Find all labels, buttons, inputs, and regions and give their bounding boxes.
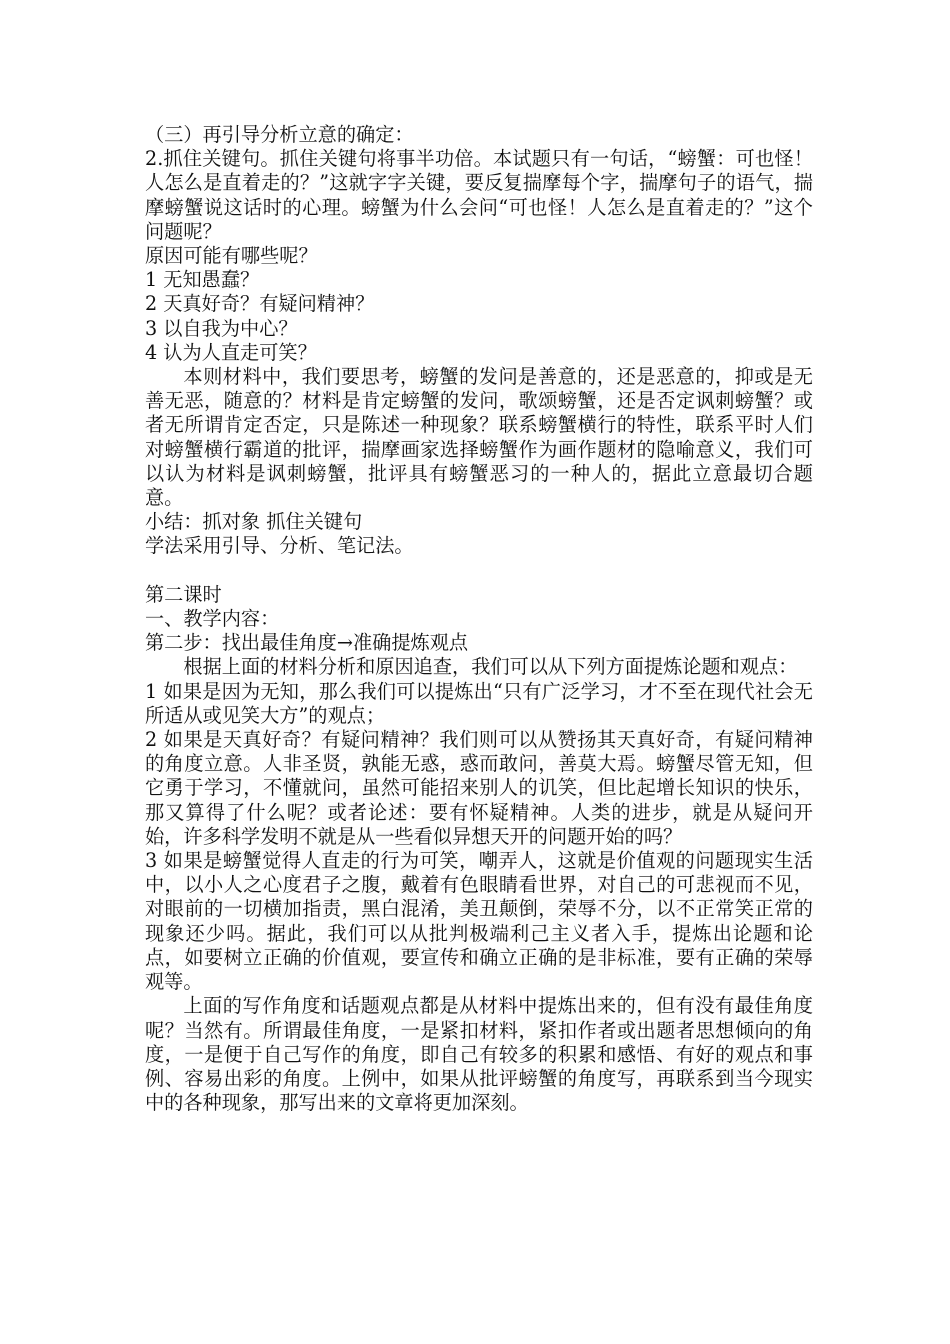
point-paragraph-3: 3 如果是螃蟹觉得人直走的行为可笑，嘲弄人，这就是价值观的问题现实生活中，以小人之心度君子之腹，戴着有色眼睛看世界，对自己的可悲视而不见，对眼前的一切横加指责，黑白混淆，美丑颠倒，荣辱不分，以不正常笑正常的现象还少吗。据此，我们可以从批判极端利己主义者入手，提炼出论题和论点，如要树立正确的价值观，要宣传和确立正确的是非标准，要有正确的荣辱观等。 [145, 849, 813, 994]
point-paragraph-1: 1 如果是因为无知，那么我们可以提炼出“只有广泛学习，才不至在现代社会无所适从或见笑大方”的观点； [145, 679, 813, 727]
document-page [145, 123, 813, 1115]
analysis-paragraph: 本则材料中，我们要思考，螃蟹的发问是善意的，还是恶意的，抑或是无善无恶，随意的？材料是肯定螃蟹的发问，歌颂螃蟹，还是否定讽刺螃蟹？或者无所谓肯定否定，只是陈述一种现象？联系螃蟹横行的特性，联系平时人们对螃蟹横行霸道的批评，揣摩画家选择螃蟹作为画作题材的隐喻意义，我们可以认为材料是讽刺螃蟹，批评具有螃蟹恶习的一种人的，据此立意最切合题意。 [145, 365, 813, 510]
intro-paragraph: 根据上面的材料分析和原因追查，我们可以从下列方面提炼论题和观点： [183, 655, 798, 679]
conclusion-paragraph: 上面的写作角度和话题观点都是从材料中提炼出来的，但有没有最佳角度呢？当然有。所谓最佳角度，一是紧扣材料，紧扣作者或出题者思想倾向的角度，一是便于自己写作的角度，即自己有较多的积累和感悟、有好的观点和事例、容易出彩的角度。上例中，如果从批评螃蟹的角度写，再联系到当今现实中的各种现象，那写出来的文章将更加深刻。 [145, 994, 813, 1115]
reason-item: 3 以自我为中心？ [145, 316, 298, 340]
reason-item: 4 认为人直走可笑？ [145, 340, 317, 364]
section-立意分析 [145, 123, 813, 559]
method-line: 学法采用引导、分析、笔记法。 [145, 534, 414, 558]
section-second-lesson [145, 583, 813, 1115]
blank-line [145, 559, 813, 583]
summary-line: 小结：抓对象 抓住关键句 [145, 510, 363, 534]
reasons-intro: 原因可能有哪些呢？ [145, 244, 318, 268]
reason-item: 1 无知愚蠢？ [145, 268, 260, 292]
point-paragraph-2: 2 如果是天真好奇？有疑问精神？我们则可以从赞扬其天真好奇，有疑问精神的角度立意。人非圣贤，孰能无惑，惑而敢问，善莫大焉。螃蟹尽管无知，但它勇于学习，不懂就问，虽然可能招来别人的讥笑，但比起增长知识的快乐，那又算得了什么呢？或者论述：要有怀疑精神。人类的进步，就是从疑问开始，许多科学发明不就是从一些看似异想天开的问题开始的吗？ [145, 728, 813, 848]
keyline-paragraph: 2.抓住关键句。抓住关键句将事半功倍。本试题只有一句话，“螃蟹：可也怪！人怎么是直着走的？”这就字字关键，要反复揣摩每个字，揣摩句子的语气，揣摩螃蟹说这话时的心理。螃蟹为什么会问“可也怪！人怎么是直着走的？”这个问题呢？ [145, 147, 813, 243]
content-heading: 一、教学内容： [145, 607, 280, 631]
section-heading: （三）再引导分析立意的确定： [145, 123, 414, 146]
step-heading: 第二步：找出最佳角度→准确提炼观点 [145, 631, 469, 655]
lesson-title: 第二课时 [145, 582, 222, 606]
reason-item: 2 天真好奇？有疑问精神？ [145, 292, 375, 316]
